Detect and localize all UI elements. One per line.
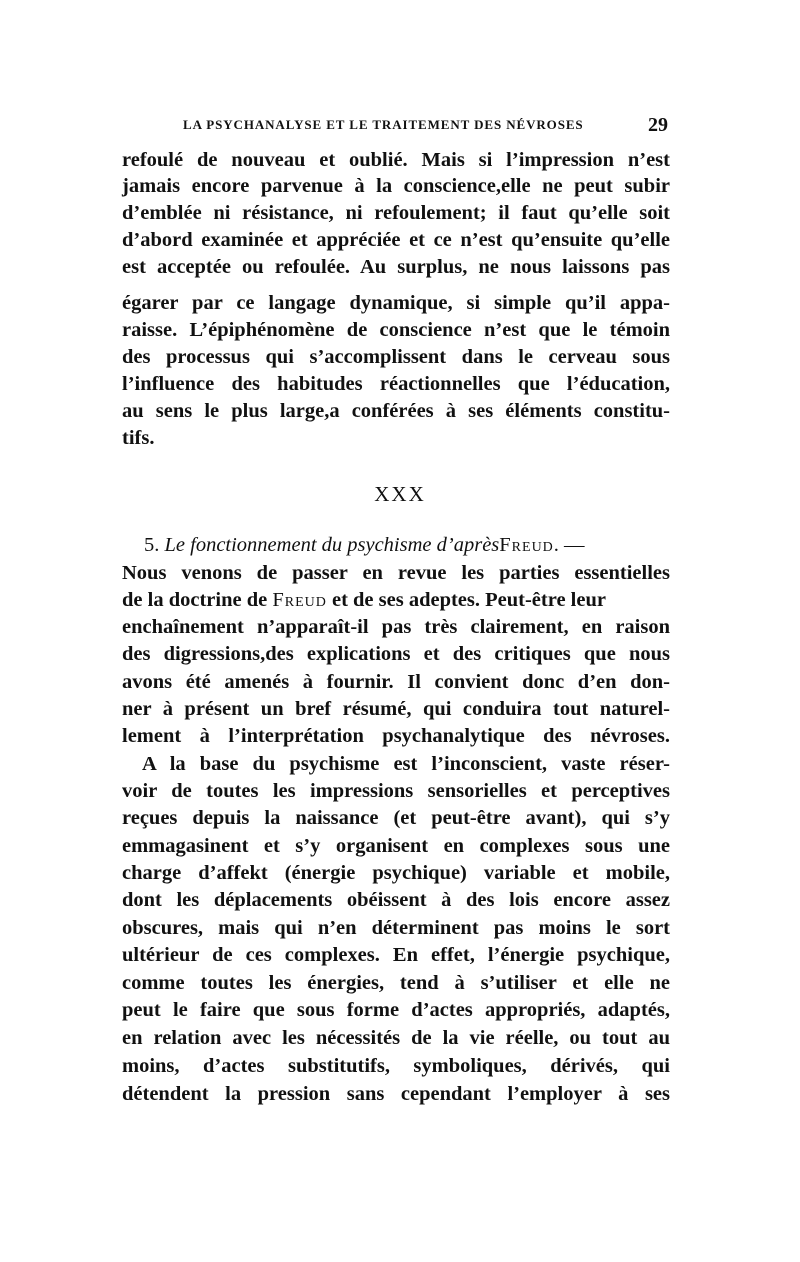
text-line: voir de toutes les impressions sensorielles et perceptives [122,780,670,802]
text-line: lement à l’interprétation psychanalytique des névroses. [122,725,670,747]
section-heading [144,535,585,556]
section-number: 5. [144,534,160,556]
text-fragment: et de ses adeptes. Peut-être leur [331,589,606,611]
text-line: égarer par ce langage dynamique, si simple qu’il appa- [122,292,670,314]
text-line: avons été amenés à fournir. Il convient donc d’en don- [122,671,670,693]
text-line: ultérieur de ces complexes. En effet, l’énergie psychique, [122,944,670,966]
text-line: A la base du psychisme est l’inconscient, vaste réser- [142,753,670,775]
text-line: Nous venons de passer en revue les parties essentielles [122,562,670,584]
text-fragment: de la doctrine de [122,589,268,611]
text-line: comme toutes les énergies, tend à s’utiliser et elle ne [122,972,670,994]
text-line: d’abord examinée et appréciée et ce n’est qu’ensuite qu’elle [122,229,670,251]
section-title-after: d’après [436,534,500,556]
section-break: XXX [374,482,426,506]
text-line: emmagasinent et s’y organisent en complexes sous une [122,835,670,857]
text-line: reçues depuis la naissance (et peut-être avant), qui s’y [122,807,670,829]
text-line: d’emblée ni résistance, ni refoulement; il faut qu’elle soit [122,202,670,224]
text-line: au sens le plus large,a conférées à ses éléments constitu- [122,400,670,422]
text-line: détendent la pression sans cependant l’employer à ses [122,1083,670,1105]
text-line: raisse. L’épiphénomène de conscience n’est que le témoin [122,319,670,341]
text-line: l’influence des habitudes réactionnelles que l’éducation, [122,373,670,395]
text-line: tifs. [122,427,155,449]
text-line: dont les déplacements obéissent à des lois encore assez [122,889,670,911]
text-line: obscures, mais qui n’en déterminent pas moins le sort [122,917,670,939]
text-line: des digressions,des explications et des critiques que nous [122,643,670,665]
running-head [183,114,668,139]
text-line: moins, d’actes substitutifs, symboliques, dérivés, qui [122,1055,670,1077]
author-name: Freud [272,589,327,611]
text-line: refoulé de nouveau et oublié. Mais si l’impression n’est [122,149,670,171]
text-line: enchaînement n’apparaît-il pas très clairement, en raison [122,616,670,638]
heading-dash: . — [553,534,585,556]
text-line: est acceptée ou refoulée. Au surplus, ne nous laissons pas [122,256,670,278]
text-line: en relation avec les nécessités de la vie réelle, ou tout au [122,1027,670,1049]
text-line: peut le faire que sous forme d’actes appropriés, adaptés, [122,999,670,1021]
text-line [122,590,670,611]
author-name: Freud [499,534,554,556]
section-title: Le fonctionnement du psychisme [164,534,432,556]
running-title: LA PSYCHANALYSE ET LE TRAITEMENT DES NÉVROSES [183,117,584,132]
text-line: des processus qui s’accomplissent dans le cerveau sous [122,346,670,368]
page-number: 29 [648,114,668,136]
text-line: charge d’affekt (énergie psychique) variable et mobile, [122,862,670,884]
text-line: jamais encore parvenue à la conscience,elle ne peut subir [122,175,670,197]
text-line: ner à présent un bref résumé, qui conduira tout naturel- [122,698,670,720]
